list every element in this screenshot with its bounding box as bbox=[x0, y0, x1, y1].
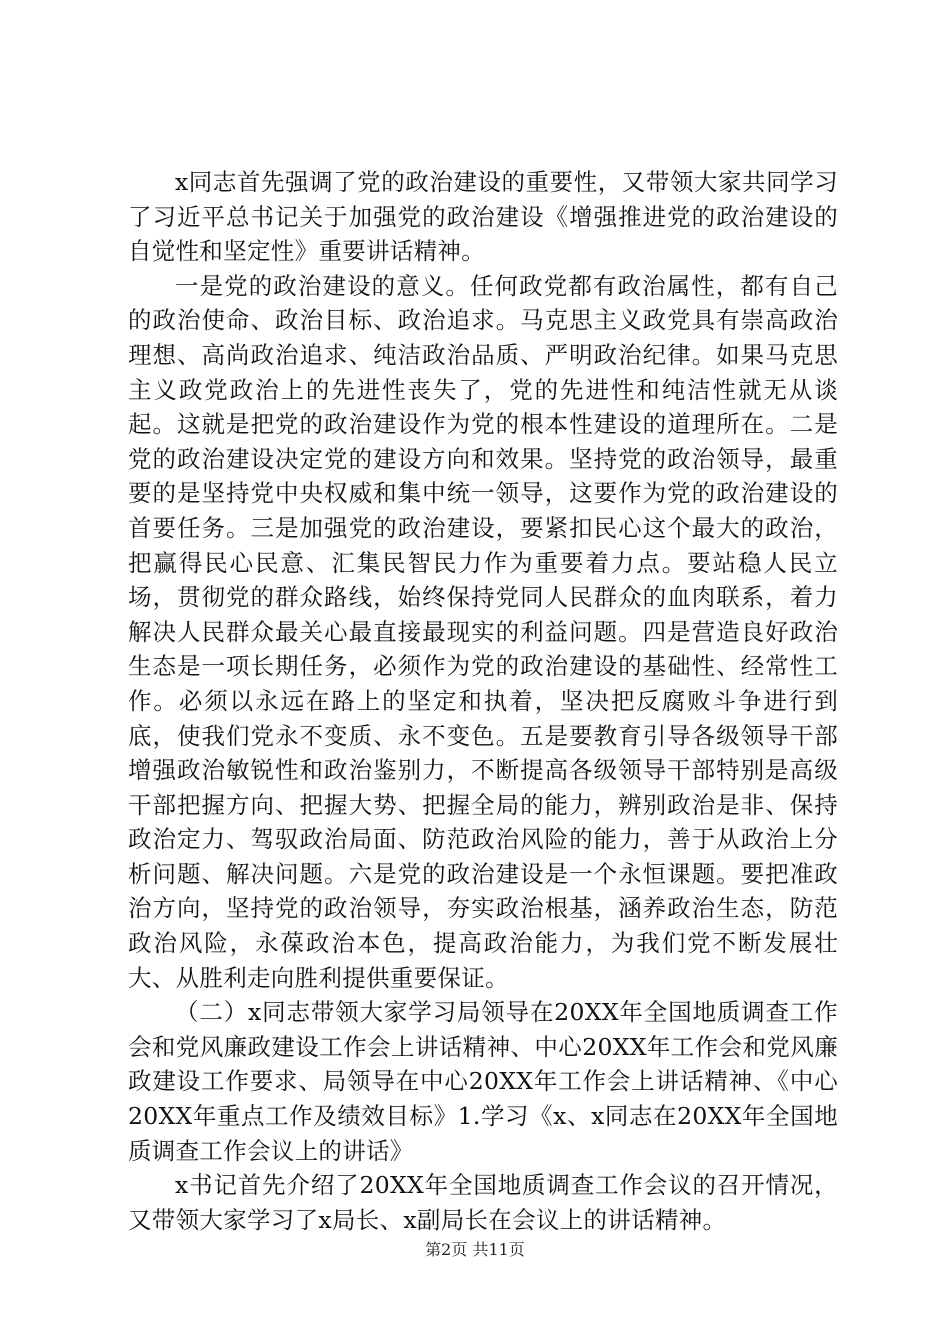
paragraph-secretary-intro: x书记首先介绍了20XX年全国地质调查工作会议的召开情况，又带领大家学习了x局长、x副局长在会议上的讲话精神。 bbox=[128, 1171, 838, 1234]
document-body bbox=[128, 165, 838, 1237]
paragraph-intro: x同志首先强调了党的政治建设的重要性，又带领大家共同学习了习近平总书记关于加强党的政治建设《增强推进党的政治建设的自觉性和坚定性》重要讲话精神。 bbox=[128, 168, 838, 266]
paragraph-section-two: （二）x同志带领大家学习局领导在20XX年全国地质调查工作会和党风廉政建设工作会上讲话精神、中心20XX年工作会和党风廉政建设工作要求、局领导在中心20XX年工作会上讲话精神、《中心20XX年重点工作及绩效目标》1.学习《x、x同志在20XX年全国地质调查工作会议上的讲话》 bbox=[128, 998, 838, 1165]
paragraph-political-construction: 一是党的政治建设的意义。任何政党都有政治属性，都有自己的政治使命、政治目标、政治追求。马克思主义政党具有崇高政治理想、高尚政治追求、纯洁政治品质、严明政治纪律。如果马克思主义政党政治上的先进性丧失了，党的先进性和纯洁性就无从谈起。这就是把党的政治建设作为党的根本性建设的道理所在。二是党的政治建设决定党的建设方向和效果。坚持党的政治领导，最重要的是坚持党中央权威和集中统一领导，这要作为党的政治建设的首要任务。三是加强党的政治建设，要紧扣民心这个最大的政治，把赢得民心民意、汇集民智民力作为重要着力点。要站稳人民立场，贯彻党的群众路线，始终保持党同人民群众的血肉联系，着力解决人民群众最关心最直接最现实的利益问题。四是营造良好政治生态是一项长期任务，必须作为党的政治建设的基础性、经常性工作。必须以永远在路上的坚定和执着，坚决把反腐败斗争进行到底，使我们党永不变质、永不变色。五是要教育引导各级领导干部增强政治敏锐性和政治鉴别力，不断提高各级领导干部特别是高级干部把握方向、把握大势、把握全局的能力，辨别政治是非、保持政治定力、驾驭政治局面、防范政治风险的能力，善于从政治上分析问题、解决问题。六是党的政治建设是一个永恒课题。要把准政治方向，坚持党的政治领导，夯实政治根基，涵养政治生态，防范政治风险，永葆政治本色，提高政治能力，为我们党不断发展壮大、从胜利走向胜利提供重要保证。 bbox=[128, 271, 838, 992]
page-number-footer: 第2页 共11页 bbox=[425, 1240, 525, 1259]
